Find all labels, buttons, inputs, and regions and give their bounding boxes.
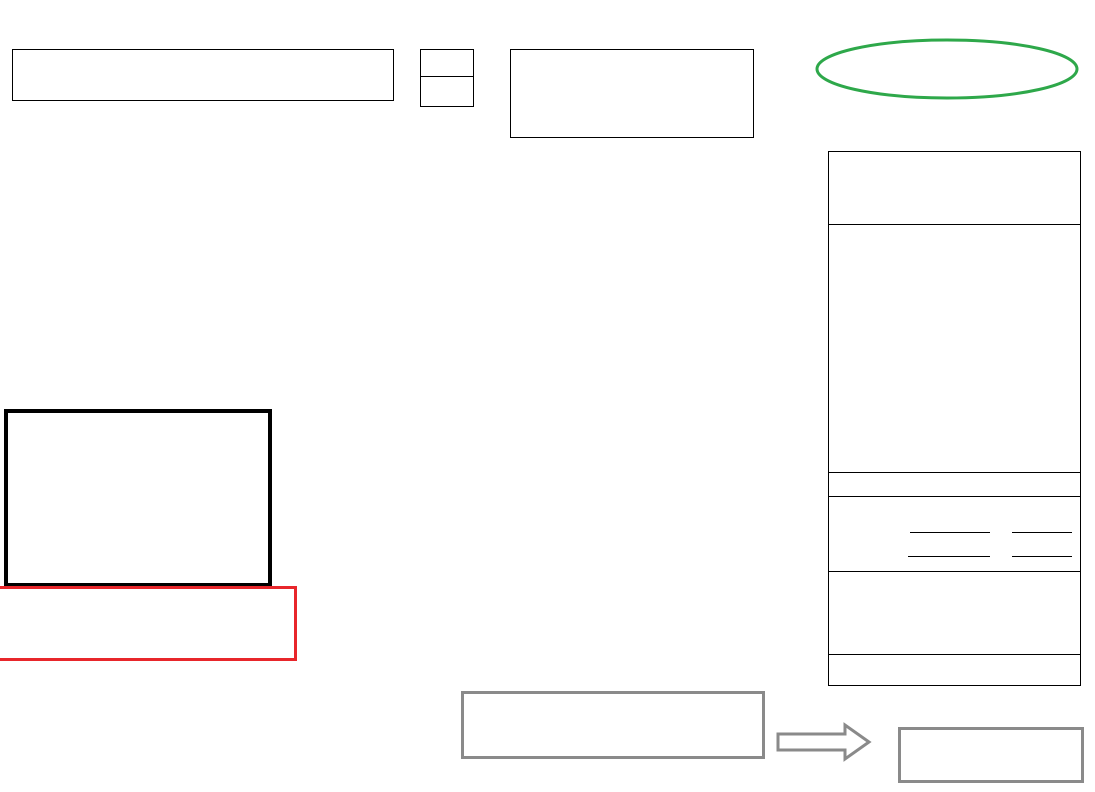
annotation-red-box xyxy=(0,586,297,661)
gray-signature-box xyxy=(461,691,765,759)
pharmacologist-box xyxy=(898,727,1084,783)
arrow-right-icon xyxy=(775,722,875,762)
right-panel xyxy=(828,151,1081,686)
annotation-black-box xyxy=(4,409,272,587)
